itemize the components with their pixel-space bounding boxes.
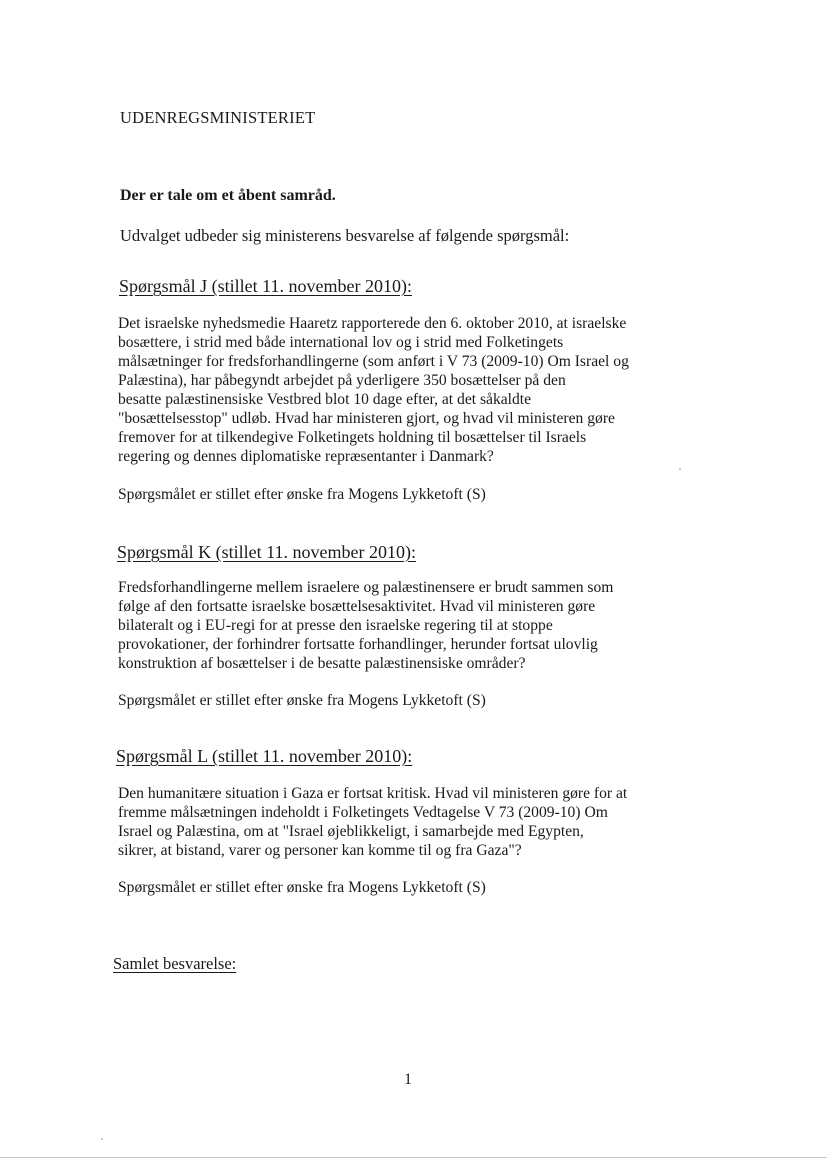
open-consultation-note: Der er tale om et åbent samråd.: [120, 187, 336, 204]
question-k-heading: Spørgsmål K (stillet 11. november 2010):: [117, 542, 416, 562]
question-j-asked-by: Spørgsmålet er stillet efter ønske fra Mogens Lykketoft (S): [118, 486, 486, 503]
question-j-line: Palæstina), har påbegyndt arbejdet på yderligere 350 bosættelser på den: [118, 372, 566, 389]
question-l-body: [118, 784, 627, 860]
scan-edge-line: [0, 1157, 827, 1158]
question-l-line: sikrer, at bistand, varer og personer kan komme til og fra Gaza"?: [118, 842, 522, 859]
question-k-line: følge af den fortsatte israelske bosættelsesaktivitet. Hvad vil ministeren gøre: [118, 598, 596, 615]
question-k-line: konstruktion af bosættelser i de besatte palæstinensiske områder?: [118, 655, 526, 672]
question-j-heading: Spørgsmål J (stillet 11. november 2010):: [119, 276, 412, 296]
question-l-line: fremme målsætningen indeholdt i Folketingets Vedtagelse V 73 (2009-10) Om: [118, 804, 608, 821]
question-j-line: bosættere, i strid med både international lov og i strid med Folketingets: [118, 334, 564, 351]
committee-request: Udvalget udbeder sig ministerens besvarelse af følgende spørgsmål:: [120, 226, 570, 245]
question-k-body: [118, 578, 613, 673]
question-k-line: provokationer, der forhindrer fortsatte forhandlinger, herunder fortsat ulovlig: [118, 636, 598, 653]
question-l-asked-by: Spørgsmålet er stillet efter ønske fra Mogens Lykketoft (S): [118, 879, 486, 896]
scan-speck: [679, 468, 681, 470]
question-j-line: Det israelske nyhedsmedie Haaretz rapporterede den 6. oktober 2010, at israelske: [118, 315, 627, 332]
scan-speck: [101, 1138, 103, 1140]
question-k-asked-by: Spørgsmålet er stillet efter ønske fra Mogens Lykketoft (S): [118, 692, 486, 709]
question-j-line: "bosættelsesstop" udløb. Hvad har ministeren gjort, og hvad vil ministeren gøre: [118, 410, 615, 427]
page-number: 1: [404, 1071, 412, 1088]
question-j-line: besatte palæstinensiske Vestbred blot 10 dage efter, at det såkaldte: [118, 391, 532, 408]
combined-answer-heading: Samlet besvarelse:: [113, 954, 237, 973]
question-j-line: regering og dennes diplomatiske repræsentanter i Danmark?: [118, 448, 494, 465]
question-l-line: Israel og Palæstina, om at "Israel øjeblikkeligt, i samarbejde med Egypten,: [118, 823, 584, 840]
ministry-header: UDENREGSMINISTERIET: [120, 108, 316, 127]
question-j-line: målsætninger for fredsforhandlingerne (som anført i V 73 (2009-10) Om Israel og: [118, 353, 629, 370]
question-l-heading: Spørgsmål L (stillet 11. november 2010):: [116, 746, 413, 766]
question-j-line: fremover for at tilkendegive Folketingets holdning til bosættelser til Israels: [118, 429, 587, 446]
question-j-body: [118, 314, 629, 466]
question-l-line: Den humanitære situation i Gaza er fortsat kritisk. Hvad vil ministeren gøre for at: [118, 785, 628, 802]
question-k-line: Fredsforhandlingerne mellem israelere og palæstinensere er brudt sammen som: [118, 579, 614, 596]
question-k-line: bilateralt og i EU-regi for at presse den israelske regering til at stoppe: [118, 617, 553, 634]
